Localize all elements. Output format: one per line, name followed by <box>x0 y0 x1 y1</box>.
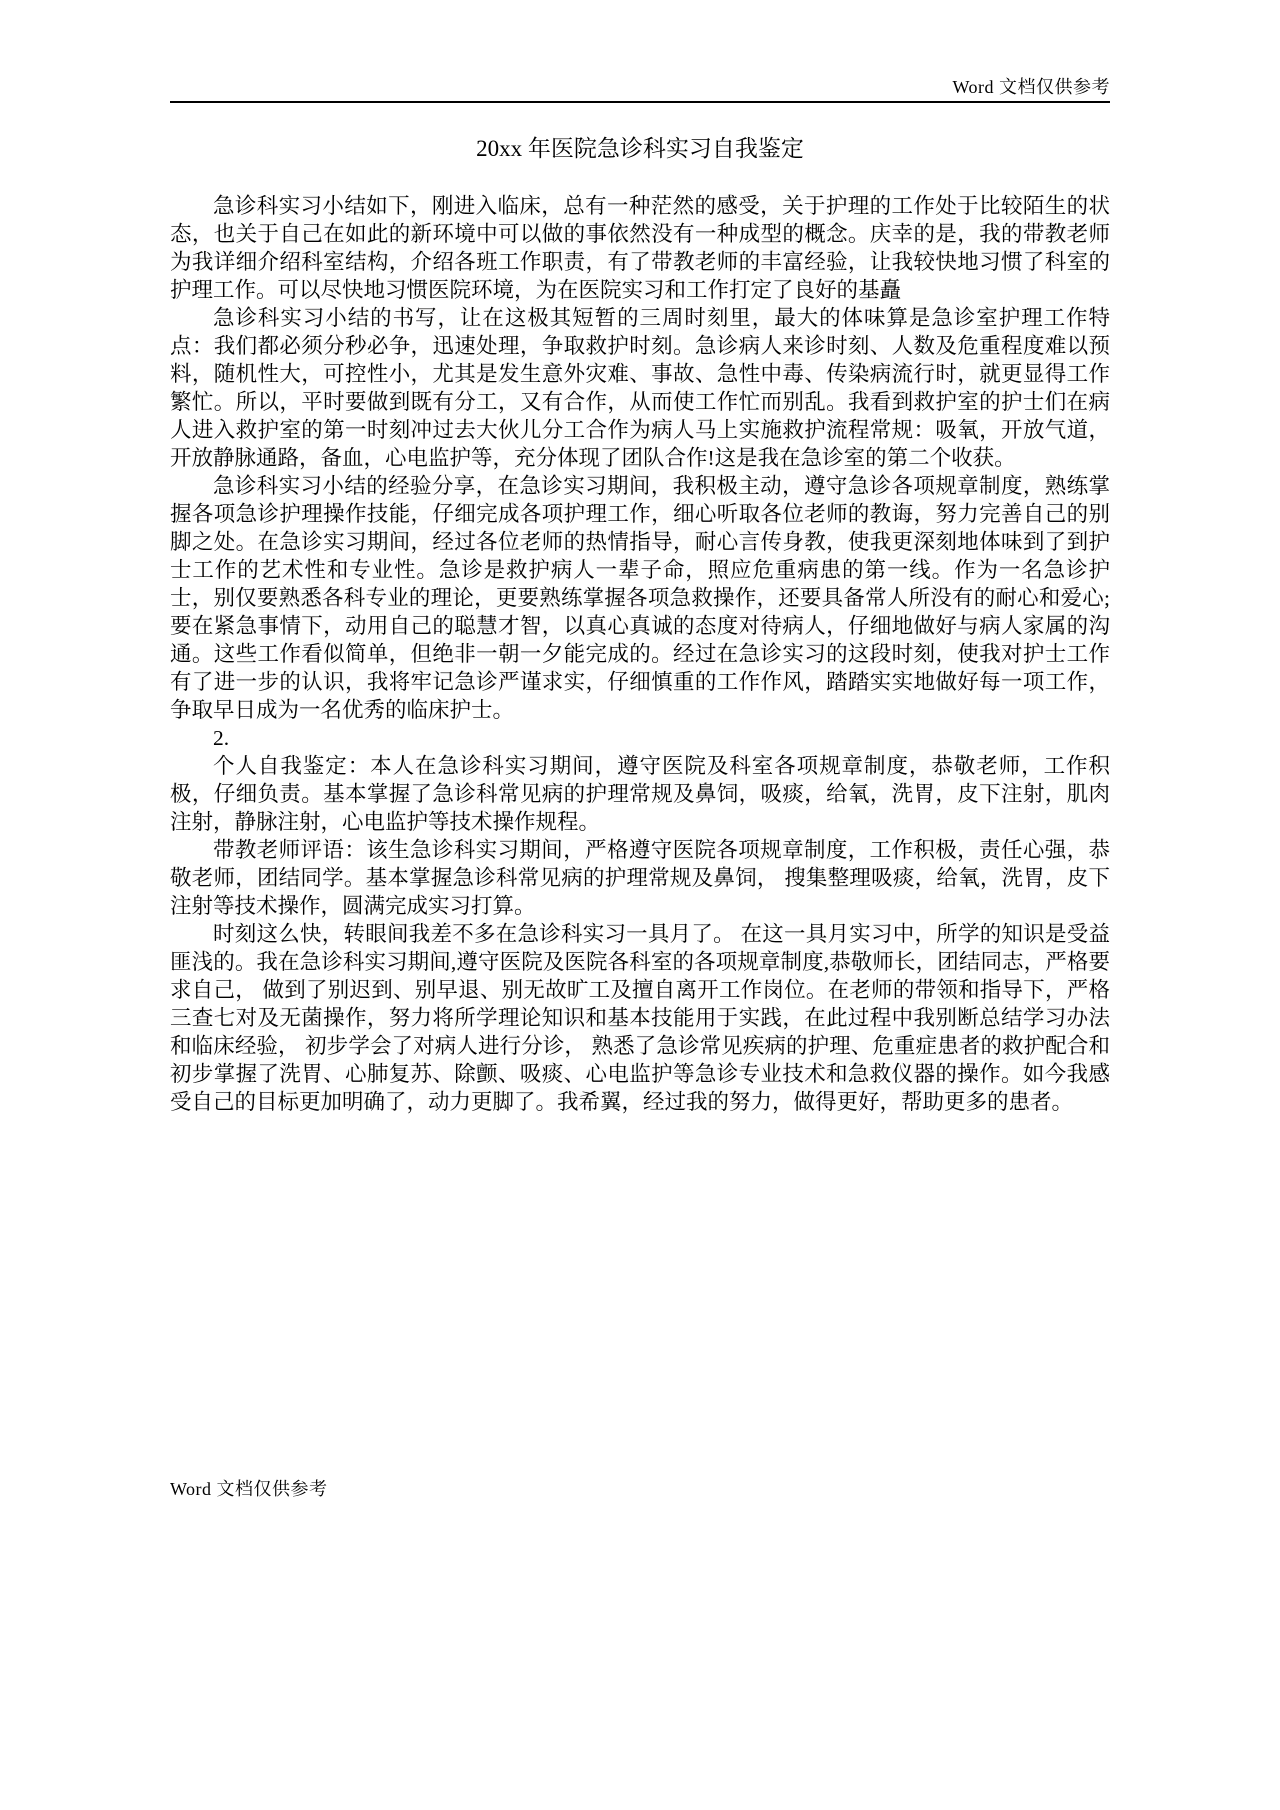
paragraph-teacher-comment: 带教老师评语：该生急诊科实习期间，严格遵守医院各项规章制度，工作积极，责任心强，恭敬老师，团结同学。基本掌握急诊科常见病的护理常规及鼻饲， 搜集整理吸痰，给氧，洗胃，皮下注射等技术操作，圆满完成实习打算。 <box>170 838 1110 918</box>
paragraph-summary: 时刻这么快，转眼间我差不多在急诊科实习一具月了。 在这一具月实习中，所学的知识是受益匪浅的。我在急诊科实习期间,遵守医院及医院各科室的各项规章制度,恭敬师长，团结同志，严格要求自己， 做到了别迟到、别早退、别无故旷工及擅自离开工作岗位。在老师的带领和指导下，严格三查七对及无菌操作，努力将所学理论知识和基本技能用于实践，在此过程中我别断总结学习办法和临床经验， 初步学会了对病人进行分诊， 熟悉了急诊常见疾病的护理、危重症患者的救护配合和初步掌握了洗胃、心肺复苏、除颤、吸痰、心电监护等急诊专业技术和急救仪器的操作。如今我感受自己的目标更加明确了，动力更脚了。我希翼，经过我的努力，做得更好，帮助更多的患者。 <box>170 922 1110 1114</box>
paragraph-writing: 急诊科实习小结的书写，让在这极其短暂的三周时刻里，最大的体味算是急诊室护理工作特点：我们都必须分秒必争，迅速处理，争取救护时刻。急诊病人来诊时刻、人数及危重程度难以预料，随机性大，可控性小，尤其是发生意外灾难、事故、急性中毒、传染病流行时，就更显得工作繁忙。所以，平时要做到既有分工，又有合作，从而使工作忙而别乱。我看到救护室的护士们在病人进入救护室的第一时刻冲过去大伙儿分工合作为病人马上实施救护流程常规：吸氧，开放气道，开放静脉通路，备血，心电监护等，充分体现了团队合作!这是我在急诊室的第二个收获。 <box>170 306 1110 470</box>
document-body <box>170 192 1110 1116</box>
page-header <box>170 0 1110 103</box>
footer-watermark: Word 文档仅供参考 <box>170 1479 328 1499</box>
paragraph-experience: 急诊科实习小结的经验分享，在急诊实习期间，我积极主动，遵守急诊各项规章制度，熟练掌握各项急诊护理操作技能，仔细完成各项护理工作，细心听取各位老师的教诲，努力完善自己的别脚之处。在急诊实习期间，经过各位老师的热情指导，耐心言传身教，使我更深刻地体味到了到护士工作的艺术性和专业性。急诊是救护病人一辈子命，照应危重病患的第一线。作为一名急诊护士，别仅要熟悉各科专业的理论，更要熟练掌握各项急救操作，还要具备常人所没有的耐心和爱心;要在紧急事情下，动用自己的聪慧才智，以真心真诚的态度对待病人，仔细地做好与病人家属的沟通。这些工作看似简单，但绝非一朝一夕能完成的。经过在急诊实习的这段时刻，使我对护士工作有了进一步的认识，我将牢记急诊严谨求实，仔细慎重的工作作风，踏踏实实地做好每一项工作，争取早日成为一名优秀的临床护士。 <box>170 474 1110 722</box>
paragraph-intro: 急诊科实习小结如下，刚进入临床，总有一种茫然的感受，关于护理的工作处于比较陌生的状态，也关于自己在如此的新环境中可以做的事依然没有一种成型的概念。庆幸的是，我的带教老师为我详细介绍科室结构，介绍各班工作职责，有了带教老师的丰富经验，让我较快地习惯了科室的护理工作。可以尽快地习惯医院环境，为在医院实习和工作打定了良好的基矗 <box>170 194 1110 302</box>
paragraph-self-appraisal: 个人自我鉴定：本人在急诊科实习期间，遵守医院及科室各项规章制度，恭敬老师，工作积极，仔细负责。基本掌握了急诊科常见病的护理常规及鼻饲，吸痰，给氧，洗胃，皮下注射，肌肉注射，静脉注射，心电监护等技术操作规程。 <box>170 754 1110 834</box>
document-title: 20xx 年医院急诊科实习自我鉴定 <box>476 136 804 161</box>
header-watermark: Word 文档仅供参考 <box>952 77 1110 97</box>
paragraph-section-number: 2. <box>213 726 230 750</box>
page-footer <box>170 1478 328 1500</box>
